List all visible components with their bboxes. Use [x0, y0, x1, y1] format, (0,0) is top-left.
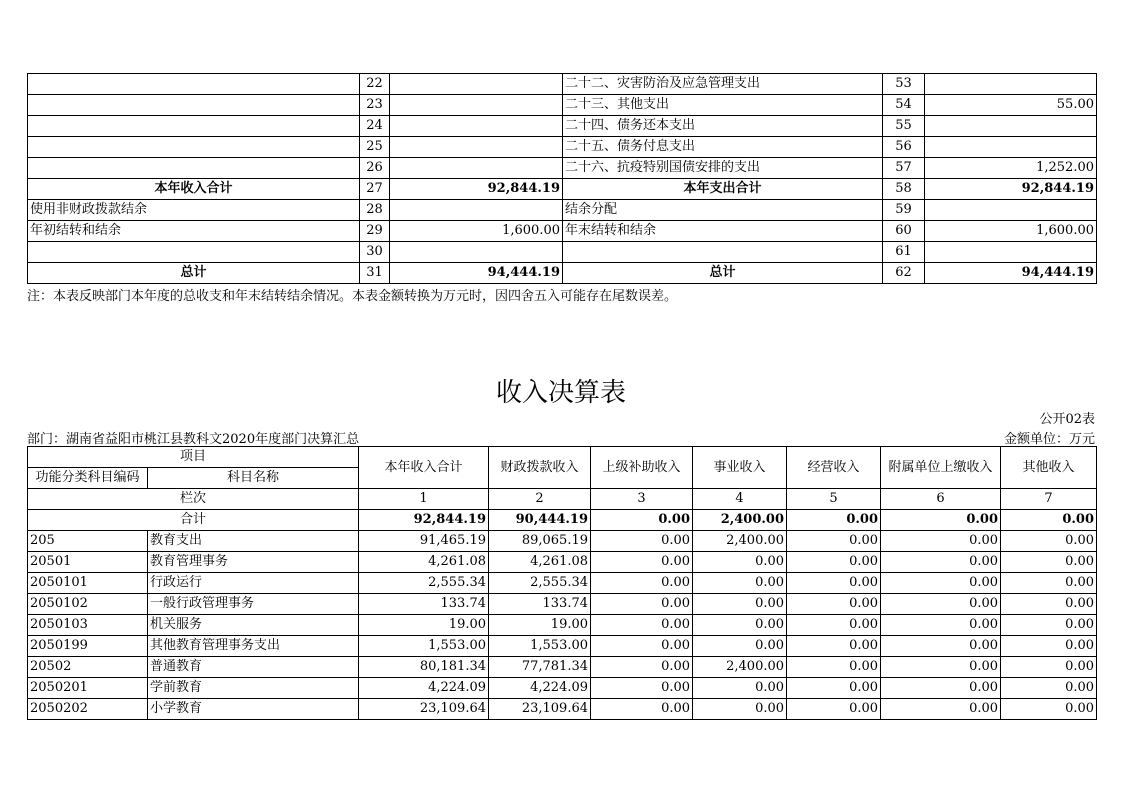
header-code: 功能分类科目编码 [28, 468, 148, 489]
row-value: 0.00 [591, 552, 693, 573]
unit-label: 金额单位：万元 [1003, 432, 1095, 447]
left-amount [390, 242, 563, 263]
left-line-number: 24 [360, 116, 390, 137]
header-col: 栏次 [28, 489, 359, 510]
row-code: 2050199 [28, 636, 148, 657]
row-value: 4,261.08 [489, 552, 591, 573]
right-line-number: 54 [883, 95, 925, 116]
left-amount [390, 74, 563, 95]
row-value: 0.00 [787, 678, 881, 699]
row-value: 0.00 [591, 594, 693, 615]
row-name: 一般行政管理事务 [148, 594, 359, 615]
header-row [28, 447, 1097, 468]
col-header: 上级补助收入 [591, 447, 693, 489]
col-header: 经营收入 [787, 447, 881, 489]
left-line-number: 23 [360, 95, 390, 116]
summary-row [28, 179, 1097, 200]
left-line-number: 30 [360, 242, 390, 263]
left-item-label [28, 95, 360, 116]
col-number: 3 [591, 489, 693, 510]
total-cell: 0.00 [1001, 510, 1097, 531]
row-value: 0.00 [881, 636, 1001, 657]
row-code: 2050102 [28, 594, 148, 615]
row-value: 0.00 [591, 615, 693, 636]
summary-table [27, 73, 1097, 284]
left-amount [390, 158, 563, 179]
row-name: 教育支出 [148, 531, 359, 552]
total-cell: 90,444.19 [489, 510, 591, 531]
left-item-label [28, 158, 360, 179]
row-code: 2050101 [28, 573, 148, 594]
left-item-label: 年初结转和结余 [28, 221, 360, 242]
column-number-row [28, 489, 1097, 510]
row-value: 1,553.00 [489, 636, 591, 657]
right-amount: 1,600.00 [925, 221, 1097, 242]
summary-row [28, 263, 1097, 284]
table-row [28, 615, 1097, 636]
total-cell: 2,400.00 [693, 510, 787, 531]
row-value: 0.00 [787, 531, 881, 552]
total-label: 合计 [28, 510, 359, 531]
table-row [28, 573, 1097, 594]
row-value: 0.00 [591, 531, 693, 552]
right-item-label: 结余分配 [563, 200, 883, 221]
header-item: 项目 [28, 447, 359, 468]
right-amount: 92,844.19 [925, 179, 1097, 200]
row-value: 0.00 [1001, 657, 1097, 678]
page-title: 收入决算表 [495, 378, 626, 408]
row-value: 23,109.64 [359, 699, 489, 720]
right-amount [925, 116, 1097, 137]
row-value: 19.00 [359, 615, 489, 636]
row-value: 19.00 [489, 615, 591, 636]
row-value: 89,065.19 [489, 531, 591, 552]
row-name: 行政运行 [148, 573, 359, 594]
row-value: 2,555.34 [489, 573, 591, 594]
header-name: 科目名称 [148, 468, 359, 489]
table-row [28, 531, 1097, 552]
right-item-label: 二十五、债务付息支出 [563, 137, 883, 158]
right-item-label: 总计 [563, 263, 883, 284]
left-item-label: 使用非财政拨款结余 [28, 200, 360, 221]
row-name: 机关服务 [148, 615, 359, 636]
row-value: 0.00 [1001, 573, 1097, 594]
right-amount: 55.00 [925, 95, 1097, 116]
row-value: 0.00 [881, 615, 1001, 636]
row-value: 77,781.34 [489, 657, 591, 678]
row-value: 2,555.34 [359, 573, 489, 594]
col-number: 2 [489, 489, 591, 510]
left-line-number: 26 [360, 158, 390, 179]
right-line-number: 59 [883, 200, 925, 221]
row-name: 普通教育 [148, 657, 359, 678]
row-value: 0.00 [881, 699, 1001, 720]
row-value: 0.00 [1001, 531, 1097, 552]
row-value: 0.00 [787, 636, 881, 657]
right-line-number: 53 [883, 74, 925, 95]
row-value: 0.00 [693, 552, 787, 573]
row-value: 91,465.19 [359, 531, 489, 552]
table-row [28, 699, 1097, 720]
left-line-number: 31 [360, 263, 390, 284]
col-header: 其他收入 [1001, 447, 1097, 489]
right-line-number: 55 [883, 116, 925, 137]
right-amount: 1,252.00 [925, 158, 1097, 179]
row-name: 小学教育 [148, 699, 359, 720]
table-row [28, 678, 1097, 699]
left-amount: 92,844.19 [390, 179, 563, 200]
row-value: 0.00 [1001, 615, 1097, 636]
row-value: 133.74 [359, 594, 489, 615]
summary-row [28, 95, 1097, 116]
row-value: 0.00 [787, 573, 881, 594]
row-name: 教育管理事务 [148, 552, 359, 573]
left-amount [390, 137, 563, 158]
total-row [28, 510, 1097, 531]
row-value: 23,109.64 [489, 699, 591, 720]
left-line-number: 28 [360, 200, 390, 221]
row-value: 0.00 [787, 552, 881, 573]
left-line-number: 27 [360, 179, 390, 200]
row-value: 133.74 [489, 594, 591, 615]
summary-row [28, 158, 1097, 179]
row-value: 0.00 [693, 699, 787, 720]
right-amount: 94,444.19 [925, 263, 1097, 284]
right-amount [925, 242, 1097, 263]
row-value: 0.00 [881, 678, 1001, 699]
col-number: 7 [1001, 489, 1097, 510]
right-amount [925, 200, 1097, 221]
right-item-label: 本年支出合计 [563, 179, 883, 200]
right-line-number: 62 [883, 263, 925, 284]
right-line-number: 60 [883, 221, 925, 242]
row-value: 4,261.08 [359, 552, 489, 573]
row-value: 2,400.00 [693, 657, 787, 678]
row-code: 20501 [28, 552, 148, 573]
left-line-number: 22 [360, 74, 390, 95]
row-value: 0.00 [591, 699, 693, 720]
row-value: 0.00 [591, 678, 693, 699]
total-cell: 92,844.19 [359, 510, 489, 531]
row-value: 0.00 [881, 573, 1001, 594]
left-line-number: 29 [360, 221, 390, 242]
left-amount [390, 95, 563, 116]
row-value: 2,400.00 [693, 531, 787, 552]
row-value: 0.00 [881, 531, 1001, 552]
summary-row [28, 200, 1097, 221]
row-value: 4,224.09 [359, 678, 489, 699]
row-value: 0.00 [881, 594, 1001, 615]
row-value: 0.00 [787, 699, 881, 720]
right-line-number: 56 [883, 137, 925, 158]
row-value: 0.00 [787, 657, 881, 678]
left-item-label [28, 74, 360, 95]
row-value: 0.00 [591, 573, 693, 594]
col-number: 6 [881, 489, 1001, 510]
row-value: 4,224.09 [489, 678, 591, 699]
total-cell: 0.00 [591, 510, 693, 531]
summary-row [28, 221, 1097, 242]
right-item-label: 二十三、其他支出 [563, 95, 883, 116]
col-header: 事业收入 [693, 447, 787, 489]
row-value: 0.00 [1001, 552, 1097, 573]
row-name: 学前教育 [148, 678, 359, 699]
row-name: 其他教育管理事务支出 [148, 636, 359, 657]
row-value: 1,553.00 [359, 636, 489, 657]
row-code: 2050202 [28, 699, 148, 720]
right-item-label: 二十六、抗疫特别国债安排的支出 [563, 158, 883, 179]
row-value: 0.00 [591, 636, 693, 657]
left-item-label: 总计 [28, 263, 360, 284]
left-amount [390, 200, 563, 221]
row-value: 0.00 [1001, 594, 1097, 615]
total-cell: 0.00 [881, 510, 1001, 531]
left-amount: 94,444.19 [390, 263, 563, 284]
right-item-label [563, 242, 883, 263]
left-amount: 1,600.00 [390, 221, 563, 242]
row-value: 0.00 [693, 615, 787, 636]
right-line-number: 58 [883, 179, 925, 200]
col-number: 5 [787, 489, 881, 510]
total-cell: 0.00 [787, 510, 881, 531]
summary-row [28, 137, 1097, 158]
left-item-label: 本年收入合计 [28, 179, 360, 200]
left-item-label [28, 137, 360, 158]
summary-row [28, 116, 1097, 137]
row-code: 2050103 [28, 615, 148, 636]
row-value: 0.00 [1001, 699, 1097, 720]
row-value: 0.00 [881, 657, 1001, 678]
right-item-label: 二十四、债务还本支出 [563, 116, 883, 137]
col-header: 本年收入合计 [359, 447, 489, 489]
table-row [28, 594, 1097, 615]
row-code: 2050201 [28, 678, 148, 699]
table-note: 注：本表反映部门本年度的总收支和年末结转结余情况。本表金额转换为万元时，因四舍五入可能存在尾数误差。 [27, 289, 678, 304]
table-row [28, 657, 1097, 678]
row-code: 20502 [28, 657, 148, 678]
right-amount [925, 137, 1097, 158]
col-header: 财政拨款收入 [489, 447, 591, 489]
row-value: 0.00 [693, 678, 787, 699]
table-row [28, 636, 1097, 657]
row-value: 0.00 [591, 657, 693, 678]
left-line-number: 25 [360, 137, 390, 158]
row-value: 0.00 [881, 552, 1001, 573]
income-table [27, 446, 1097, 720]
col-number: 4 [693, 489, 787, 510]
col-header: 附属单位上缴收入 [881, 447, 1001, 489]
form-code: 公开02表 [1039, 412, 1095, 427]
row-value: 0.00 [693, 573, 787, 594]
summary-row [28, 74, 1097, 95]
right-item-label: 年末结转和结余 [563, 221, 883, 242]
left-amount [390, 116, 563, 137]
row-value: 0.00 [1001, 678, 1097, 699]
department-label: 部门：湖南省益阳市桃江县教科文2020年度部门决算汇总 [27, 432, 360, 447]
row-value: 0.00 [693, 594, 787, 615]
right-amount [925, 74, 1097, 95]
right-line-number: 57 [883, 158, 925, 179]
row-value: 0.00 [787, 594, 881, 615]
row-value: 80,181.34 [359, 657, 489, 678]
row-code: 205 [28, 531, 148, 552]
right-line-number: 61 [883, 242, 925, 263]
left-item-label [28, 116, 360, 137]
col-number: 1 [359, 489, 489, 510]
right-item-label: 二十二、灾害防治及应急管理支出 [563, 74, 883, 95]
table-row [28, 552, 1097, 573]
row-value: 0.00 [787, 615, 881, 636]
row-value: 0.00 [693, 636, 787, 657]
row-value: 0.00 [1001, 636, 1097, 657]
left-item-label [28, 242, 360, 263]
summary-row [28, 242, 1097, 263]
